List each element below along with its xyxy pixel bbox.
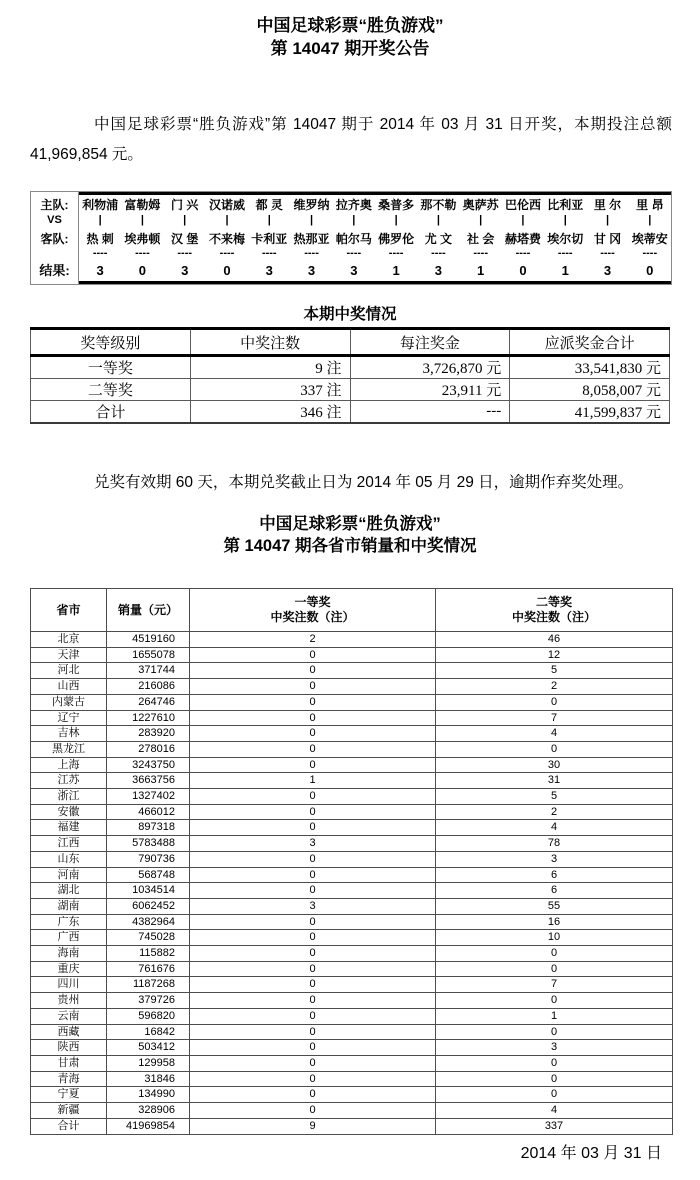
home-team-name: 拉齐奥 bbox=[335, 198, 372, 212]
second-prize-count-cell: 4 bbox=[436, 1103, 673, 1119]
first-prize-count-cell: 3 bbox=[190, 898, 436, 914]
home-team-name: 巴伦西 bbox=[504, 198, 541, 212]
first-prize-count-cell: 0 bbox=[190, 741, 436, 757]
doc-title bbox=[0, 0, 700, 60]
prize-total-cell: 33,541,830 元 bbox=[510, 356, 670, 379]
match-table-body bbox=[79, 192, 671, 284]
prize-count-cell: 346 注 bbox=[190, 401, 350, 424]
province-row bbox=[31, 647, 673, 663]
match-result: 3 bbox=[96, 263, 104, 278]
home-team-name: 维罗纳 bbox=[293, 198, 330, 212]
sales-amount-cell: 745028 bbox=[107, 930, 190, 946]
province-name-cell: 山东 bbox=[31, 851, 107, 867]
match-column bbox=[333, 195, 375, 281]
province-row bbox=[31, 898, 673, 914]
separator-dashes: ---- bbox=[346, 247, 362, 259]
second-prize-count-cell: 10 bbox=[436, 930, 673, 946]
footer-date: 2014 年 03 月 31 日 bbox=[520, 1144, 662, 1162]
first-prize-count-cell: 0 bbox=[190, 820, 436, 836]
first-prize-count-cell: 0 bbox=[190, 789, 436, 805]
match-column bbox=[290, 195, 332, 281]
separator-dashes: ---- bbox=[431, 247, 446, 259]
first-prize-count-cell: 0 bbox=[190, 1008, 436, 1024]
first-prize-count-cell: 0 bbox=[190, 867, 436, 883]
vs-mark: | bbox=[310, 214, 314, 226]
province-name-cell: 海南 bbox=[31, 946, 107, 962]
province-row bbox=[31, 946, 673, 962]
second-prize-count-cell: 78 bbox=[436, 836, 673, 852]
sales-amount-cell: 379726 bbox=[107, 993, 190, 1009]
second-prize-count-cell: 0 bbox=[436, 694, 673, 710]
match-column bbox=[586, 195, 628, 281]
prize-row bbox=[31, 356, 670, 379]
sales-amount-cell: 216086 bbox=[107, 679, 190, 695]
vs-mark: | bbox=[648, 214, 652, 226]
second-prize-count-cell: 0 bbox=[436, 1055, 673, 1071]
first-prize-count-cell: 0 bbox=[190, 851, 436, 867]
second-prize-count-cell: 6 bbox=[436, 883, 673, 899]
match-column bbox=[629, 195, 671, 281]
separator-dashes: ---- bbox=[261, 247, 277, 259]
province-name-cell: 安徽 bbox=[31, 804, 107, 820]
second-prize-count-cell: 3 bbox=[436, 851, 673, 867]
province-row bbox=[31, 632, 673, 648]
away-team-name: 社 会 bbox=[467, 232, 495, 246]
second-prize-count-cell: 5 bbox=[436, 663, 673, 679]
home-team-name: 比利亚 bbox=[547, 198, 584, 212]
sales-amount-cell: 1034514 bbox=[107, 883, 190, 899]
province-row bbox=[31, 726, 673, 742]
separator-dashes: ---- bbox=[515, 247, 531, 259]
province-row bbox=[31, 993, 673, 1009]
home-team-name: 那不勒 bbox=[420, 198, 457, 212]
sales-amount-cell: 283920 bbox=[107, 726, 190, 742]
match-result: 1 bbox=[561, 263, 569, 278]
match-column bbox=[417, 195, 459, 281]
vs-mark: | bbox=[352, 214, 356, 226]
match-result: 3 bbox=[350, 263, 358, 278]
first-prize-count-cell: 0 bbox=[190, 694, 436, 710]
first-prize-count-cell: 0 bbox=[190, 757, 436, 773]
province-name-cell: 湖南 bbox=[31, 898, 107, 914]
prize-col-header: 应派奖金合计 bbox=[510, 329, 670, 356]
province-name-cell: 江西 bbox=[31, 836, 107, 852]
intro-paragraph: 中国足球彩票“胜负游戏”第 14047 期于 2014 年 03 月 31 日开奖，本期投注总额 41,969,854 元。 bbox=[30, 116, 672, 163]
first-prize-count-cell: 9 bbox=[190, 1118, 436, 1134]
first-prize-sublabel: 中奖注数（注） bbox=[270, 610, 355, 624]
match-result: 0 bbox=[519, 263, 527, 278]
match-column bbox=[248, 195, 290, 281]
first-prize-count-cell: 0 bbox=[190, 993, 436, 1009]
prize-per-bet-cell: 3,726,870 元 bbox=[350, 356, 510, 379]
vs-mark: | bbox=[394, 214, 398, 226]
second-prize-count-cell: 0 bbox=[436, 961, 673, 977]
separator-dashes: ---- bbox=[642, 247, 658, 259]
sales-amount-cell: 115882 bbox=[107, 946, 190, 962]
match-column bbox=[502, 195, 544, 281]
match-result: 3 bbox=[265, 263, 273, 278]
separator-dashes: ---- bbox=[177, 247, 193, 259]
province-row bbox=[31, 679, 673, 695]
first-prize-count-cell: 0 bbox=[190, 961, 436, 977]
away-team-name: 埃蒂安 bbox=[631, 232, 668, 246]
first-prize-count-cell: 0 bbox=[190, 914, 436, 930]
home-row-label: 主队: bbox=[40, 198, 69, 212]
prize-row bbox=[31, 379, 670, 401]
vs-mark: | bbox=[140, 214, 144, 226]
province-row bbox=[31, 820, 673, 836]
second-prize-count-cell: 0 bbox=[436, 741, 673, 757]
separator-dashes: ---- bbox=[600, 247, 615, 259]
first-prize-count-cell: 0 bbox=[190, 647, 436, 663]
second-prize-count-cell: 337 bbox=[436, 1118, 673, 1134]
match-column bbox=[206, 195, 248, 281]
prize-per-bet-cell: 23,911 元 bbox=[350, 379, 510, 401]
province-row bbox=[31, 914, 673, 930]
section2-title bbox=[0, 513, 700, 557]
separator-dashes: ---- bbox=[304, 247, 319, 259]
away-team-name: 卡利亚 bbox=[251, 232, 288, 246]
home-team-name: 里 尔 bbox=[593, 198, 622, 212]
second-prize-count-cell: 5 bbox=[436, 789, 673, 805]
separator-dashes: ---- bbox=[92, 247, 108, 259]
second-prize-count-cell: 1 bbox=[436, 1008, 673, 1024]
province-name-cell: 新疆 bbox=[31, 1103, 107, 1119]
match-result: 3 bbox=[181, 263, 189, 278]
sales-amount-cell: 4382964 bbox=[107, 914, 190, 930]
province-name-cell: 四川 bbox=[31, 977, 107, 993]
sales-amount-cell: 328906 bbox=[107, 1103, 190, 1119]
away-team-name: 佛罗伦 bbox=[378, 232, 415, 246]
second-prize-count-cell: 4 bbox=[436, 820, 673, 836]
sales-amount-cell: 3663756 bbox=[107, 773, 190, 789]
province-name-cell: 广西 bbox=[31, 930, 107, 946]
province-name-cell: 辽宁 bbox=[31, 710, 107, 726]
match-table-label-column bbox=[31, 192, 79, 284]
province-name-cell: 合计 bbox=[31, 1118, 107, 1134]
home-team-name: 汉诺威 bbox=[208, 198, 245, 212]
province-row bbox=[31, 961, 673, 977]
sales-amount-cell: 278016 bbox=[107, 741, 190, 757]
prize-table bbox=[30, 327, 670, 424]
province-row bbox=[31, 1087, 673, 1103]
prize-row bbox=[31, 401, 670, 424]
province-name-cell: 福建 bbox=[31, 820, 107, 836]
first-prize-count-cell: 2 bbox=[190, 632, 436, 648]
separator-dashes: ---- bbox=[388, 247, 404, 259]
vs-mark: | bbox=[225, 214, 229, 226]
away-team-name: 帕尔马 bbox=[335, 232, 372, 246]
province-row bbox=[31, 757, 673, 773]
sales-amount-cell: 897318 bbox=[107, 820, 190, 836]
first-prize-count-cell: 0 bbox=[190, 883, 436, 899]
match-column bbox=[375, 195, 417, 281]
away-row-label: 客队: bbox=[40, 232, 69, 246]
first-prize-count-cell: 0 bbox=[190, 1024, 436, 1040]
province-row bbox=[31, 883, 673, 899]
doc-title-line2: 第 14047 期开奖公告 bbox=[270, 39, 430, 58]
home-team-name: 奥萨苏 bbox=[462, 198, 499, 212]
sales-amount-cell: 134990 bbox=[107, 1087, 190, 1103]
away-team-name: 不来梅 bbox=[208, 232, 245, 246]
second-prize-count-cell: 46 bbox=[436, 632, 673, 648]
section2-title-line1: 中国足球彩票“胜负游戏” bbox=[259, 515, 441, 533]
home-team-name: 里 昂 bbox=[636, 198, 664, 212]
away-team-name: 赫塔费 bbox=[504, 232, 541, 246]
second-prize-count-cell: 16 bbox=[436, 914, 673, 930]
second-prize-count-cell: 0 bbox=[436, 1024, 673, 1040]
second-prize-count-cell: 6 bbox=[436, 867, 673, 883]
province-row bbox=[31, 694, 673, 710]
section2-title-line2: 第 14047 期各省市销量和中奖情况 bbox=[223, 537, 477, 555]
first-prize-count-cell: 0 bbox=[190, 930, 436, 946]
province-name-cell: 河南 bbox=[31, 867, 107, 883]
match-column bbox=[79, 195, 121, 281]
vs-row-label: VS bbox=[47, 214, 62, 226]
first-prize-count-cell: 0 bbox=[190, 1040, 436, 1056]
away-team-name: 埃弗顿 bbox=[124, 232, 161, 246]
province-table-header-row bbox=[31, 589, 673, 632]
match-result: 3 bbox=[307, 263, 316, 278]
province-name-cell: 浙江 bbox=[31, 789, 107, 805]
province-name-cell: 山西 bbox=[31, 679, 107, 695]
province-table bbox=[30, 588, 673, 1135]
match-column bbox=[164, 195, 206, 281]
second-prize-count-cell: 2 bbox=[436, 679, 673, 695]
match-column bbox=[121, 195, 163, 281]
result-row-label: 结果: bbox=[39, 263, 70, 278]
away-team-name: 尤 文 bbox=[424, 232, 453, 246]
province-row bbox=[31, 1008, 673, 1024]
province-row bbox=[31, 710, 673, 726]
home-team-name: 富勒姆 bbox=[124, 198, 161, 212]
match-result: 3 bbox=[603, 263, 612, 278]
sales-amount-cell: 503412 bbox=[107, 1040, 190, 1056]
province-name-cell: 云南 bbox=[31, 1008, 107, 1024]
sales-amount-cell: 1187268 bbox=[107, 977, 190, 993]
prize-total-cell: 8,058,007 元 bbox=[510, 379, 670, 401]
province-name-cell: 吉林 bbox=[31, 726, 107, 742]
second-prize-count-cell: 12 bbox=[436, 647, 673, 663]
second-prize-count-cell: 0 bbox=[436, 1087, 673, 1103]
match-result: 0 bbox=[646, 263, 654, 278]
province-name-cell: 江苏 bbox=[31, 773, 107, 789]
first-prize-count-cell: 0 bbox=[190, 1055, 436, 1071]
prize-level-cell: 合计 bbox=[31, 401, 191, 424]
dash-row-spacer bbox=[31, 250, 78, 260]
prize-table-header-row bbox=[31, 329, 670, 356]
first-prize-count-cell: 0 bbox=[190, 804, 436, 820]
first-prize-col-header bbox=[190, 589, 436, 632]
province-row bbox=[31, 789, 673, 805]
prize-col-header: 每注奖金 bbox=[350, 329, 510, 356]
sales-amount-cell: 761676 bbox=[107, 961, 190, 977]
first-prize-label: 一等奖 bbox=[294, 595, 331, 609]
sales-amount-cell: 3243750 bbox=[107, 757, 190, 773]
province-row bbox=[31, 773, 673, 789]
match-result: 1 bbox=[477, 263, 485, 278]
vs-mark: | bbox=[436, 214, 440, 226]
second-prize-col-header bbox=[436, 589, 673, 632]
first-prize-count-cell: 0 bbox=[190, 710, 436, 726]
away-team-name: 热那亚 bbox=[293, 232, 330, 246]
sales-amount-cell: 129958 bbox=[107, 1055, 190, 1071]
match-column bbox=[460, 195, 502, 281]
prize-total-cell: 41,599,837 元 bbox=[510, 401, 670, 424]
province-row bbox=[31, 851, 673, 867]
second-prize-count-cell: 7 bbox=[436, 710, 673, 726]
first-prize-count-cell: 0 bbox=[190, 1071, 436, 1087]
separator-dashes: ---- bbox=[135, 247, 150, 259]
province-row bbox=[31, 741, 673, 757]
redeem-note-paragraph: 兑奖有效期 60 天，本期兑奖截止日为 2014 年 05 月 29 日，逾期作弃奖处理。 bbox=[94, 474, 634, 491]
province-row bbox=[31, 867, 673, 883]
sales-amount-cell: 466012 bbox=[107, 804, 190, 820]
prize-col-header: 奖等级别 bbox=[31, 329, 191, 356]
home-team-name: 门 兴 bbox=[171, 198, 199, 212]
second-prize-count-cell: 2 bbox=[436, 804, 673, 820]
sales-amount-cell: 41969854 bbox=[107, 1118, 190, 1134]
prize-level-cell: 二等奖 bbox=[31, 379, 191, 401]
first-prize-count-cell: 0 bbox=[190, 977, 436, 993]
first-prize-count-cell: 0 bbox=[190, 1087, 436, 1103]
province-name-cell: 重庆 bbox=[31, 961, 107, 977]
province-name-cell: 贵州 bbox=[31, 993, 107, 1009]
province-row bbox=[31, 1103, 673, 1119]
home-team-name: 都 灵 bbox=[255, 198, 283, 212]
first-prize-count-cell: 0 bbox=[190, 663, 436, 679]
vs-mark: | bbox=[267, 214, 271, 226]
sales-amount-cell: 16842 bbox=[107, 1024, 190, 1040]
province-name-cell: 西藏 bbox=[31, 1024, 107, 1040]
sales-amount-cell: 790736 bbox=[107, 851, 190, 867]
second-prize-sublabel: 中奖注数（注） bbox=[511, 610, 596, 624]
match-result: 0 bbox=[223, 263, 231, 278]
prize-level-cell: 一等奖 bbox=[31, 356, 191, 379]
prize-per-bet-cell: --- bbox=[350, 401, 510, 424]
second-prize-count-cell: 0 bbox=[436, 946, 673, 962]
sales-amount-cell: 596820 bbox=[107, 1008, 190, 1024]
province-name-cell: 天津 bbox=[31, 647, 107, 663]
prize-section-title: 本期中奖情况 bbox=[303, 306, 397, 323]
home-team-name: 利物浦 bbox=[82, 198, 119, 212]
first-prize-count-cell: 3 bbox=[190, 836, 436, 852]
vs-mark: | bbox=[98, 214, 102, 226]
second-prize-count-cell: 30 bbox=[436, 757, 673, 773]
province-row bbox=[31, 930, 673, 946]
sales-amount-cell: 5783488 bbox=[107, 836, 190, 852]
away-team-name: 甘 冈 bbox=[593, 232, 622, 246]
vs-mark: | bbox=[521, 214, 525, 226]
first-prize-count-cell: 0 bbox=[190, 679, 436, 695]
vs-mark: | bbox=[183, 214, 187, 226]
province-row bbox=[31, 1024, 673, 1040]
second-prize-count-cell: 7 bbox=[436, 977, 673, 993]
away-team-name: 汉 堡 bbox=[171, 232, 199, 246]
match-results-table bbox=[30, 191, 672, 285]
second-prize-count-cell: 31 bbox=[436, 773, 673, 789]
sales-amount-cell: 1227610 bbox=[107, 710, 190, 726]
province-name-cell: 河北 bbox=[31, 663, 107, 679]
match-result: 3 bbox=[434, 263, 442, 278]
prize-count-cell: 337 注 bbox=[190, 379, 350, 401]
province-row bbox=[31, 663, 673, 679]
sales-col-header: 销量（元） bbox=[107, 589, 190, 632]
sales-amount-cell: 4519160 bbox=[107, 632, 190, 648]
sales-amount-cell: 264746 bbox=[107, 694, 190, 710]
away-team-name: 埃尔切 bbox=[547, 232, 584, 246]
province-row bbox=[31, 977, 673, 993]
match-result: 0 bbox=[138, 263, 147, 278]
province-name-cell: 黑龙江 bbox=[31, 741, 107, 757]
province-name-cell: 宁夏 bbox=[31, 1087, 107, 1103]
away-team-name: 热 刺 bbox=[86, 232, 114, 246]
first-prize-count-cell: 0 bbox=[190, 946, 436, 962]
vs-mark: | bbox=[563, 214, 567, 226]
second-prize-count-cell: 4 bbox=[436, 726, 673, 742]
sales-amount-cell: 371744 bbox=[107, 663, 190, 679]
prize-count-cell: 9 注 bbox=[190, 356, 350, 379]
prize-col-header: 中奖注数 bbox=[190, 329, 350, 356]
province-name-cell: 湖北 bbox=[31, 883, 107, 899]
separator-dashes: ---- bbox=[473, 247, 488, 259]
province-name-cell: 内蒙古 bbox=[31, 694, 107, 710]
vs-mark: | bbox=[479, 214, 483, 226]
province-name-cell: 青海 bbox=[31, 1071, 107, 1087]
first-prize-count-cell: 0 bbox=[190, 726, 436, 742]
separator-dashes: ---- bbox=[557, 247, 573, 259]
second-prize-count-cell: 55 bbox=[436, 898, 673, 914]
doc-title-line1: 中国足球彩票“胜负游戏” bbox=[256, 16, 444, 35]
province-row bbox=[31, 1118, 673, 1134]
sales-amount-cell: 6062452 bbox=[107, 898, 190, 914]
match-result: 1 bbox=[392, 263, 400, 278]
second-prize-count-cell: 0 bbox=[436, 1071, 673, 1087]
province-row bbox=[31, 1071, 673, 1087]
province-row bbox=[31, 804, 673, 820]
province-name-cell: 上海 bbox=[31, 757, 107, 773]
province-name-cell: 广东 bbox=[31, 914, 107, 930]
sales-amount-cell: 1327402 bbox=[107, 789, 190, 805]
sales-amount-cell: 31846 bbox=[107, 1071, 190, 1087]
province-row bbox=[31, 1040, 673, 1056]
province-name-cell: 北京 bbox=[31, 632, 107, 648]
first-prize-count-cell: 0 bbox=[190, 1103, 436, 1119]
second-prize-count-cell: 3 bbox=[436, 1040, 673, 1056]
separator-dashes: ---- bbox=[219, 247, 235, 259]
province-row bbox=[31, 836, 673, 852]
first-prize-count-cell: 1 bbox=[190, 773, 436, 789]
vs-mark: | bbox=[605, 214, 610, 226]
match-column bbox=[544, 195, 586, 281]
province-row bbox=[31, 1055, 673, 1071]
sales-amount-cell: 1655078 bbox=[107, 647, 190, 663]
province-name-cell: 陕西 bbox=[31, 1040, 107, 1056]
second-prize-label: 二等奖 bbox=[535, 595, 572, 609]
province-name-cell: 甘肃 bbox=[31, 1055, 107, 1071]
second-prize-count-cell: 0 bbox=[436, 993, 673, 1009]
province-col-header: 省市 bbox=[31, 589, 107, 632]
home-team-name: 桑普多 bbox=[378, 198, 415, 212]
sales-amount-cell: 568748 bbox=[107, 867, 190, 883]
